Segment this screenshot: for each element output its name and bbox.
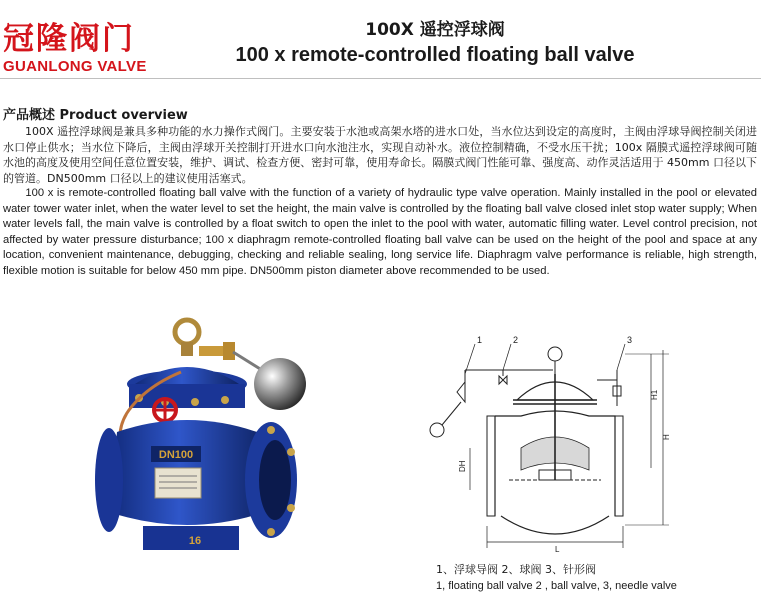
callout-3: 3 (627, 335, 633, 345)
legend-cn: 1、浮球导阀 2、球阀 3、针形阀 (436, 563, 596, 576)
valve-photo (95, 312, 330, 572)
header-divider (0, 78, 761, 79)
brand-logo (3, 22, 165, 75)
section-heading: 产品概述 Product overview (3, 108, 188, 123)
callout-2: 2 (513, 335, 519, 345)
brand-name-en: GUANLONG VALVE (3, 58, 147, 75)
callout-1: 1 (477, 335, 483, 345)
legend-en: 1, floating ball valve 2 , ball valve, 3, needle valve (436, 580, 677, 592)
valve-technical-drawing (425, 330, 700, 555)
page-title (200, 18, 670, 68)
float-ball (254, 358, 306, 410)
title-en: 100 x remote-controlled floating ball valve (235, 44, 635, 66)
overview-paragraph-cn: 100X 遥控浮球阀是兼具多种功能的水力操作式阀门。主要安装于水池或高架水塔的进水口处，当水位达到设定的高度时，主阀由浮球导阀控制关闭进水口停止供水；当水位下降后，主阀由浮球开关控制打开进水口向水池注水，实现自动补水。液位控制精确，不受水压干扰；100x 隔膜式遥控浮球阀可随水池的高度及使用空间任意位置安装，维护、调试、检查方便、密封可靠，使用寿命长。隔膜式阀门性能可靠、强度高、动作灵活适用于 450mm 口径以下的管道。DN500mm 口径以上的建议使用活塞式。 (3, 125, 757, 185)
brand-name-cn: 冠隆阀门 (3, 21, 135, 57)
drawing-legend (436, 561, 677, 595)
title-cn: 100X 遥控浮球阀 (365, 20, 505, 40)
dim-h: H (662, 434, 671, 440)
overview-paragraph-en: 100 x is remote-controlled floating ball valve with the function of a variety of hydraulic type valve operation. Mainly installed in the pool or elevated water tower water inlet, when the water level to set the height, the main valve is controlled by the floating ball valve closed inlet stop water supply; When water levels fall, the main valve is controlled by a float switch to open the inlet to the pool with water, automatic filling water. Level control precision, not affected by water pressure disturbance; 100 x diaphragm remote-controlled floating ball valve can be used on the height of the pool and space at any location, convenient maintenance, debugging, checking and reliable sealing, long service life. Diaphragm valve performance is reliable, high strength, flexible motion is suitable for below 450 mm pipe. DN500mm piston diameter above recommended to be used. (3, 187, 757, 277)
base-text: 16 (188, 535, 202, 547)
plate-text: DN100 (158, 449, 194, 461)
dim-h1: H1 (650, 389, 659, 400)
dim-dh: DH (458, 460, 467, 472)
dim-l: L (555, 545, 560, 554)
